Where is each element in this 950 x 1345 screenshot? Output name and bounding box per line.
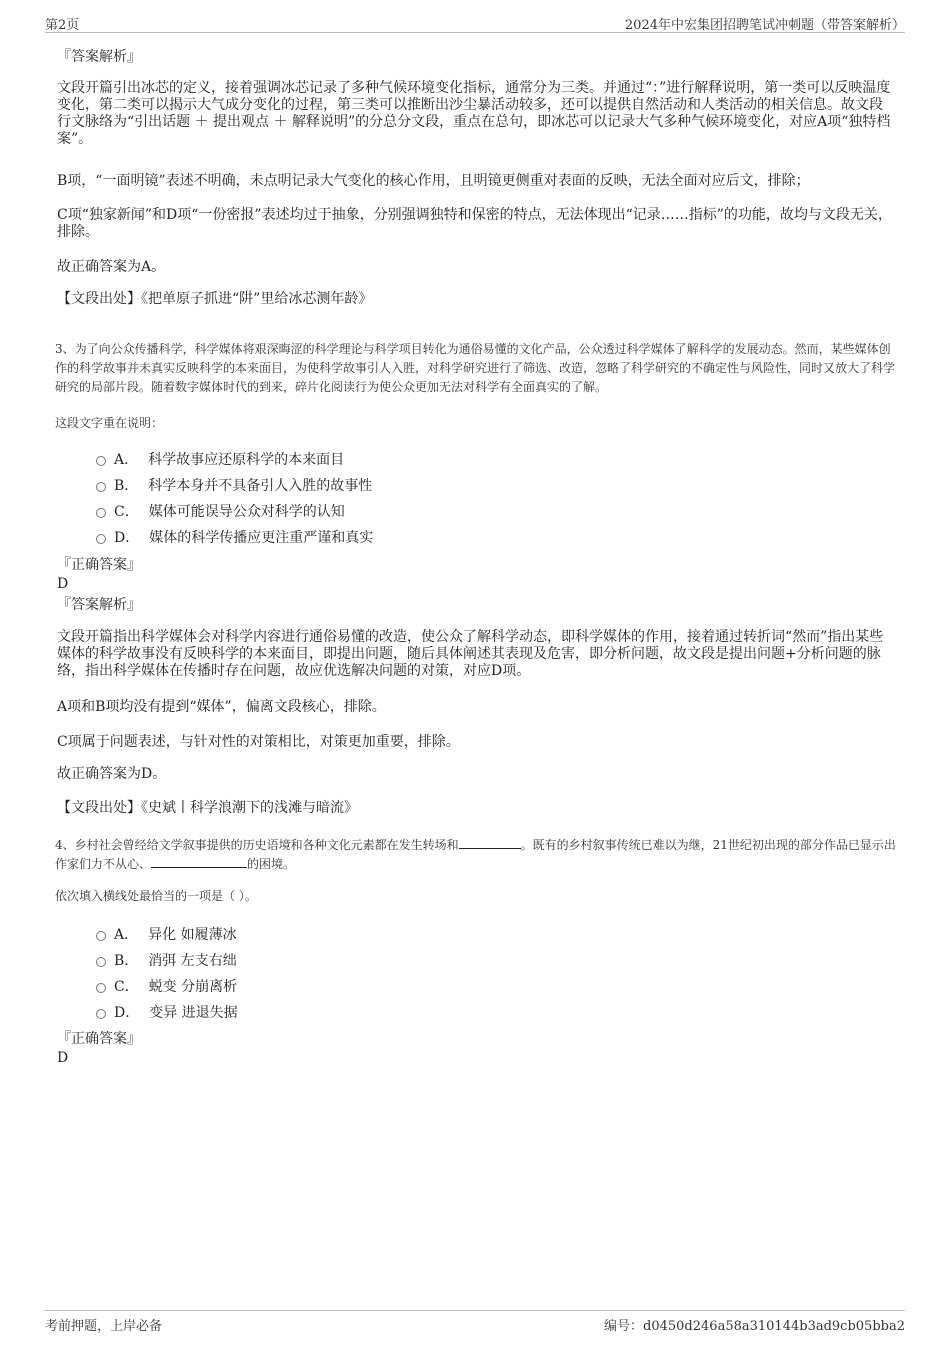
radio-icon[interactable]: [96, 534, 106, 544]
radio-icon[interactable]: [96, 931, 106, 941]
q3-answer: D: [57, 576, 69, 592]
q4-blank-1[interactable]: [459, 836, 521, 849]
document-code: 编号：d0450d246a58a310144b3ad9cb05bba2: [604, 1319, 905, 1334]
q4-option-c[interactable]: C． 蜕变 分崩离析: [96, 977, 238, 1003]
radio-icon[interactable]: [96, 482, 106, 492]
q4-option-d[interactable]: D． 变异 进退失据: [96, 1003, 238, 1029]
q3-analysis-p3: C项属于问题表述，与针对性的对策相比，对策更加重要，排除。: [57, 734, 460, 750]
radio-icon[interactable]: [96, 983, 106, 993]
q4-answer-label: 『正确答案』: [57, 1031, 141, 1047]
page-number: 第2页: [45, 18, 80, 33]
q3-options: [96, 450, 373, 554]
q4-answer: D: [57, 1050, 69, 1066]
radio-icon[interactable]: [96, 957, 106, 967]
q3-analysis-label: 『答案解析』: [57, 597, 141, 613]
radio-icon[interactable]: [96, 456, 106, 466]
q4-stem: 4、乡村社会曾经给文学叙事提供的历史语境和各种文化元素都在发生转场和 。既有的乡村叙事传统已难以为继，21世纪初出现的部分作品已显示出作家们力不从心、 的困境。: [55, 838, 896, 871]
q3-analysis-p2: A项和B项均没有提到“媒体”，偏离文段核心，排除。: [57, 699, 386, 715]
footer-slogan: 考前押题，上岸必备: [45, 1319, 163, 1334]
document-title: 2024年中宏集团招聘笔试冲刺题（带答案解析）: [624, 18, 905, 33]
q3-analysis-p1: 文段开篇指出科学媒体会对科学内容进行通俗易懂的改造，使公众了解科学动态，即科学媒体的作用，接着通过转折词“然而”指出某些媒体的科学故事没有反映科学的本来面目，即提出问题，随后具体阐述其表现及危害，即分析问题，故文段是提出问题+分析问题的脉络，指出科学媒体在传播时存在问题，故应优选解决问题的对策，对应D项。: [57, 629, 884, 679]
q3-option-b[interactable]: B． 科学本身并不具备引人入胜的故事性: [96, 476, 373, 502]
q3-stem: 3、为了向公众传播科学，科学媒体将艰深晦涩的科学理论与科学项目转化为通俗易懂的文化产品，公众透过科学媒体了解科学的发展动态。然而，某些媒体创作的科学故事并未真实反映科学的本来面目，为使科学故事引人入胜，对科学研究进行了筛选、改造，忽略了科学研究的不确定性与风险性，同时又放大了科学研究的局部片段。随着数字媒体时代的到来，碎片化阅读行为使公众更加无法对科学有全面真实的了解。: [55, 342, 896, 394]
radio-icon[interactable]: [96, 1009, 106, 1019]
q4-blank-2[interactable]: [151, 855, 247, 868]
q3-prompt: 这段文字重在说明：: [55, 416, 164, 430]
q3-option-d[interactable]: D． 媒体的科学传播应更注重严谨和真实: [96, 528, 373, 554]
q3-option-a[interactable]: A． 科学故事应还原科学的本来面目: [96, 450, 373, 476]
q2-source: 【文段出处】《把单原子抓进“阱”里给冰芯测年龄》: [57, 291, 373, 307]
q2-analysis-p4: 故正确答案为A。: [57, 259, 166, 275]
page-footer: [45, 1310, 905, 1335]
q3-answer-label: 『正确答案』: [57, 557, 141, 573]
q4-options: [96, 925, 238, 1029]
q4-option-a[interactable]: A． 异化 如履薄冰: [96, 925, 238, 951]
radio-icon[interactable]: [96, 508, 106, 518]
q3-source: 【文段出处】《史斌丨科学浪潮下的浅滩与暗流》: [57, 800, 358, 816]
q4-prompt: 依次填入横线处最恰当的一项是（ ）。: [55, 889, 257, 903]
q2-analysis-p3: C项“独家新闻”和D项“一份密报”表述均过于抽象，分别强调独特和保密的特点，无法体现出“记录……指标”的功能，故均与文段无关，排除。: [57, 207, 892, 240]
q2-analysis-label: 『答案解析』: [57, 49, 141, 65]
q2-analysis-p1: 文段开篇引出冰芯的定义，接着强调冰芯记录了多种气候环境变化指标，通常分为三类。并通过“：”进行解释说明，第一类可以反映温度变化，第二类可以揭示大气成分变化的过程，第三类可以推断出沙尘暴活动较多，还可以提供自然活动和人类活动的相关信息。故文段行文脉络为“引出话题 ＋ 提出观点 ＋ 解释说明”的分总分文段，重点在总句，即冰芯可以记录大气多种气候环境变化，对应A项“独特档案”。: [57, 80, 891, 147]
q3-analysis-p4: 故正确答案为D。: [57, 766, 167, 782]
page-header: [45, 12, 905, 33]
q3-option-c[interactable]: C． 媒体可能误导公众对科学的认知: [96, 502, 373, 528]
q2-analysis-p2: B项，“一面明镜”表述不明确，未点明记录大气变化的核心作用，且明镜更侧重对表面的反映，无法全面对应后文，排除；: [57, 173, 810, 189]
q4-option-b[interactable]: B． 消弭 左支右绌: [96, 951, 238, 977]
